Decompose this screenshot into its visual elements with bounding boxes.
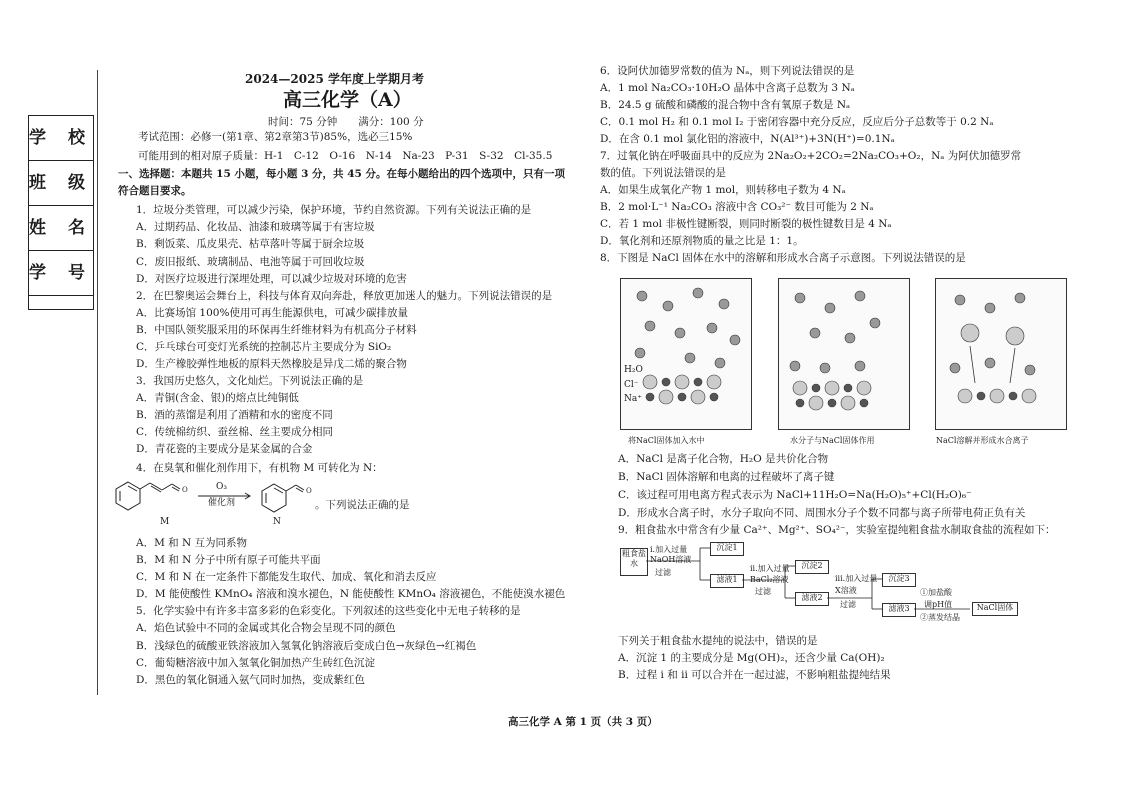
step3-top: iii.加入过量 <box>835 574 878 583</box>
step4-top: ①加盐酸 <box>920 588 952 597</box>
page-footer: 高三化学 A 第 1 页（共 3 页） <box>508 716 658 728</box>
filtrate-1: 滤液1 <box>710 574 744 588</box>
step3-bottom: 过滤 <box>840 600 856 609</box>
q9-stem: 9．粗食盐水中常含有少量 Ca²⁺、Mg²⁺、SO₄²⁻，实验室提纯粗食盐水制取食盐的流程如下： <box>618 524 1056 536</box>
exam-year-line: 2024—2025 学年度上学期月考 <box>245 72 424 86</box>
q8-stem: 8．下图是 NaCl 固体在水中的溶解和形成水合离子示意图。下列说法错误的是 <box>600 252 966 264</box>
q9-option-b: B．过程 i 和 ii 可以合并在一起过滤，不影响粗盐提纯结果 <box>618 669 891 681</box>
q2-option-a: A．比赛场馆 100%使用可再生能源供电，可减少碳排放量 <box>136 307 408 319</box>
reagent-bottom: 催化剂 <box>208 498 236 508</box>
water-molecules-1 <box>635 288 740 368</box>
precipitate-3: 沉淀3 <box>882 573 916 587</box>
q2-option-b: B．中国队领奖服采用的环保再生纤维材料为有机高分子材料 <box>136 324 417 336</box>
q3-option-d: D．青花瓷的主要成分是某金属的合金 <box>136 443 313 455</box>
time-score: 时间：75 分钟 满分：100 分 <box>268 116 424 128</box>
filtrate-2: 滤液2 <box>795 592 829 606</box>
step3-mid: X溶液 <box>835 586 857 595</box>
step2-bottom: 过滤 <box>755 587 771 596</box>
svg-text:O: O <box>306 487 312 495</box>
water-molecules-2 <box>790 291 880 373</box>
q1-option-a: A．过期药品、化妆品、油漆和玻璃等属于有害垃圾 <box>136 221 375 233</box>
q7-stem-cont: 数的值。下列说法错误的是 <box>600 167 726 179</box>
q7-option-c: C．若 1 mol 非极性键断裂，则同时断裂的极性键数目是 4 Nₐ <box>600 218 892 230</box>
step1-top: i.加入过量 <box>650 545 688 554</box>
q8-option-d: D．形成水合离子时，水分子取向不同、周围水分子个数不同都与离子所带电荷正负有关 <box>618 507 1026 519</box>
q9-question: 下列关于粗食盐水提纯的说法中，错误的是 <box>618 635 818 647</box>
q4-stem: 4．在臭氧和催化剂作用下，有机物 M 可转化为 N： <box>136 462 383 474</box>
q6-option-c: C．0.1 mol H₂ 和 0.1 mol I₂ 于密闭容器中充分反应，反应后分子总数等于 0.2 Nₐ <box>600 116 994 128</box>
q5-option-c: C．葡萄糖溶液中加入氢氧化铜加热产生砖红色沉淀 <box>136 657 376 669</box>
step1-bottom: 过滤 <box>655 568 671 577</box>
q6-option-a: A．1 mol Na₂CO₃·10H₂O 晶体中含离子总数为 3 Nₐ <box>600 82 855 94</box>
step2-mid: BaCl₂溶液 <box>750 575 789 584</box>
q6-option-d: D．在含 0.1 mol 氯化铝的溶液中，N(Al³⁺)+3N(H⁺)=0.1Nₐ <box>600 133 895 145</box>
product-box: NaCl固体 <box>972 602 1018 616</box>
molecule-m-structure <box>116 482 180 510</box>
q9-option-a: A．沉淀 1 的主要成分是 Mg(OH)₂，还含少量 Ca(OH)₂ <box>618 652 885 664</box>
q6-option-b: B．24.5 g 硫酸和磷酸的混合物中含有氧原子数是 Nₐ <box>600 99 851 111</box>
q3-stem: 3．我国历史悠久，文化灿烂。下列说法正确的是 <box>136 375 364 387</box>
nacl-lattice-1 <box>643 375 721 404</box>
q2-option-c: C．乒乓球台可变灯光系统的控制芯片主要成分为 SiO₂ <box>136 341 392 353</box>
q5-option-b: B．浅绿色的硫酸亚铁溶液加入氢氧化钠溶液后变成白色→灰绿色→红褐色 <box>136 640 477 652</box>
q3-option-b: B．酒的蒸馏是利用了酒精和水的密度不同 <box>136 409 333 421</box>
reagent-top: O₃ <box>216 482 227 492</box>
precipitate-1: 沉淀1 <box>710 542 744 556</box>
binding-fold-line <box>97 70 98 695</box>
svg-text:O: O <box>182 486 188 494</box>
label-m: M <box>160 517 170 527</box>
step4-mid: 调pH值 <box>924 600 953 609</box>
label-n: N <box>273 517 281 527</box>
q1-option-c: C．废旧报纸、玻璃制品、电池等属于可回收垃圾 <box>136 256 365 268</box>
q2-option-d: D．生产橡胶弹性地板的原料天然橡胶是异戊二烯的聚合物 <box>136 358 407 370</box>
q3-option-c: C．传统棉纺织、蚕丝棉、丝主要成分相同 <box>136 426 334 438</box>
flow-start-box: 粗食盐水 <box>620 548 648 576</box>
caption-1: 将NaCl固体加入水中 <box>628 436 705 445</box>
cl-label: Cl⁻ <box>624 380 639 390</box>
binding-info-box <box>28 115 94 310</box>
hydrated-ions-3 <box>950 293 1035 375</box>
q5-option-a: A．焰色试验中不同的金属或其化合物会呈现不同的颜色 <box>136 622 396 634</box>
precipitate-2: 沉淀2 <box>795 560 829 574</box>
filtrate-3: 滤液3 <box>882 603 916 617</box>
q1-option-b: B．剩饭菜、瓜皮果壳、枯草落叶等属于厨余垃圾 <box>136 238 365 250</box>
q4-option-d: D．M 能使酸性 KMnO₄ 溶液和溴水褪色，N 能使酸性 KMnO₄ 溶液褪色，不能使溴水褪色 <box>136 588 566 600</box>
molecule-n-structure <box>262 484 304 512</box>
q1-stem: 1．垃圾分类管理，可以减少污染，保护环境，节约自然资源。下列有关说法正确的是 <box>136 204 532 216</box>
q4-option-c: C．M 和 N 在一定条件下都能发生取代、加成、氧化和消去反应 <box>136 571 437 583</box>
caption-2: 水分子与NaCl固体作用 <box>790 436 875 445</box>
caption-3: NaCl溶解并形成水合离子 <box>936 436 1029 445</box>
dissolution-diagram <box>620 278 1066 430</box>
section-heading-cont: 符合题目要求。 <box>118 185 192 197</box>
step2-top: ii.加入过量 <box>750 564 790 573</box>
nacl-lattice-3 <box>958 389 1036 403</box>
q4-option-a: A．M 和 N 互为同系物 <box>136 537 248 549</box>
q5-stem: 5．化学实验中有许多丰富多彩的色彩变化。下列叙述的这些变化中无电子转移的是 <box>136 605 521 617</box>
atomic-masses: 可能用到的相对原子质量：H-1 C-12 O-16 N-14 Na-23 P-31 S-32 Cl-35.5 <box>138 150 553 162</box>
q4-stem-tail: 。下列说法正确的是 <box>315 499 410 511</box>
na-label: Na⁺ <box>624 394 642 404</box>
class-field: 班 级 <box>29 161 93 206</box>
q7-option-a: A．如果生成氧化产物 1 mol，则转移电子数为 4 Nₐ <box>600 184 846 196</box>
q7-option-b: B．2 mol·L⁻¹ Na₂CO₃ 溶液中含 CO₃²⁻ 数目可能为 2 Nₐ <box>600 201 874 213</box>
q8-option-c: C．该过程可用电离方程式表示为 NaCl+11H₂O=Na(H₂O)₅⁺+Cl(H₂O)₆⁻ <box>618 489 972 501</box>
q8-option-a: A．NaCl 是离子化合物，H₂O 是共价化合物 <box>618 453 829 465</box>
q4-option-b: B．M 和 N 分子中所有原子可能共平面 <box>136 554 321 566</box>
q2-stem: 2．在巴黎奥运会舞台上，科技与体育双向奔赴，释放更加迷人的魅力。下列说法错误的是 <box>136 290 553 302</box>
q3-option-a: A．青铜(含金、银)的熔点比纯铜低 <box>136 392 299 404</box>
q5-option-d: D．黑色的氧化铜通入氨气同时加热，变成紫红色 <box>136 674 365 686</box>
section-heading: 一、选择题：本题共 15 小题，每小题 3 分，共 45 分。在每小题给出的四个选项中，只有一项 <box>118 168 565 180</box>
q7-option-d: D．氧化剂和还原剂物质的量之比是 1：1。 <box>600 235 804 247</box>
step1-mid: NaOH溶液 <box>650 555 692 564</box>
nacl-lattice-2 <box>793 381 871 410</box>
flow-arrows <box>600 535 1040 630</box>
exam-scope: 考试范围：必修一(第1章、第2章第3节)85%，选必三15% <box>138 131 413 143</box>
step4-bottom: ②蒸发结晶 <box>920 613 960 622</box>
name-field: 姓 名 <box>29 206 93 251</box>
q8-option-b: B．NaCl 固体溶解和电离的过程破坏了离子键 <box>618 471 835 483</box>
school-field: 学 校 <box>29 116 93 161</box>
q7-stem: 7．过氧化钠在呼吸面具中的反应为 2Na₂O₂+2CO₂=2Na₂CO₃+O₂，Nₐ 为阿伏加德罗常 <box>600 150 1022 162</box>
h2o-label: H₂O <box>624 365 643 375</box>
q1-option-d: D．对医疗垃圾进行深埋处理，可以减少垃圾对环境的危害 <box>136 273 407 285</box>
student-number-field: 学 号 <box>29 251 93 296</box>
page-title: 高三化学（A） <box>283 89 412 111</box>
q6-stem: 6．设阿伏加德罗常数的值为 Nₐ，则下列说法错误的是 <box>600 65 855 77</box>
